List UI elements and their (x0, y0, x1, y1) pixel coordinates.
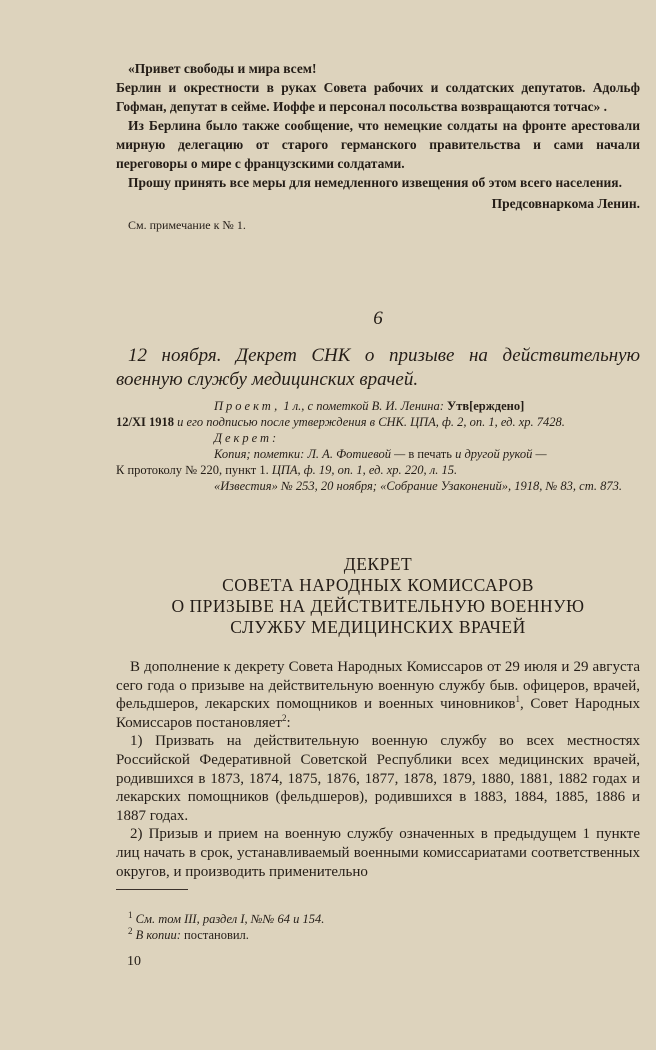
telegram-paragraph: Прошу принять все меры для немедленного извещения об этом всего населения. (128, 175, 622, 190)
footnote: $^1$ См. том III, раздел I, №№ 64 и 154. (128, 909, 325, 926)
decree-item-2: 2) Призыв и прием на военную службу означенных в предыдущем 1 пункте лиц начать в срок, устанавливаемый военными комиссариатами соответственных округов, и производить применительно (116, 826, 640, 880)
telegram-paragraph: Берлин и окрестности в руках Совета рабочих и солдатских депутатов. Адольф Гофман, депутат в сейме. Иоффе и персонал посольства возвращаются тотчас» . (116, 80, 640, 114)
footnote: $^2$ В копии: постановил. (128, 925, 249, 942)
footnote-rule (116, 889, 188, 890)
archival-metadata-cont: 12/XI 1918 и его подписью после утверждения в СНК. ЦПА, ф. 2, оп. 1, ед. хр. 7428. Декрет: Копия; пометки: Л. А. Фотиевой — в печать и другой рукой — К протоколу № 220, пункт 1. ЦПА, ф. 19, оп. 1, ед. хр. 220, л. 15. «Известия» № 253, 20 ноября; «Собрание Узаконений», 1918, № 83, ст. 873. (116, 415, 622, 493)
document-heading: 12 ноября. Декрет СНК о призыве на действительную военную службу медицинских врачей. (116, 345, 640, 390)
telegram-signature: Предсовнаркома Ленин. (491, 196, 640, 211)
telegram-greeting: «Привет свободы и мира всем! (128, 61, 317, 76)
decree-intro: В дополнение к декрету Совета Народных Комиссаров от 29 июля и 29 августа сего года о призыве на действительную военную службу быв. офицеров, врачей, фельдшеров, лекарских помощников и военных чиновников$^1$, Совет Народных Комиссаров постановляет$^2$: (116, 659, 641, 731)
telegram-paragraph: Из Берлина было также сообщение, что немецкие солдаты на фронте арестовали мирную делегацию от старого германского правительства и сами начали переговоры о мире с французскими солдатами. (116, 118, 640, 171)
decree-title: ДЕКРЕТ СОВЕТА НАРОДНЫХ КОМИССАРОВ О ПРИЗЫВЕ НА ДЕЙСТВИТЕЛЬНУЮ ВОЕННУЮ СЛУЖБУ МЕДИЦИНСКИХ ВРАЧЕЙ (171, 554, 585, 637)
telegram-note: См. примечание к № 1. (128, 218, 246, 232)
decree-item-1: 1) Призвать на действительную военную службу во всех местностях Российской Федеративной Советской Республики всех медицинских врачей, родившихся в 1873, 1874, 1875, 1876, 1877, 1878, 1879, 1880, 1881, 1882 годах и лекарских помощников (фельдшеров), родившихся в 1883, 1884, 1885, 1886 и 1887 годах. (116, 733, 640, 824)
telegram-text (116, 59, 640, 234)
document-number: 6 (373, 308, 383, 329)
page-number: 10 (127, 954, 141, 969)
footnotes (128, 911, 640, 943)
archival-metadata: Проект, 1 л., с пометкой В. И. Ленина: Утв[ерждено] (214, 399, 525, 413)
decree-body (116, 658, 640, 881)
